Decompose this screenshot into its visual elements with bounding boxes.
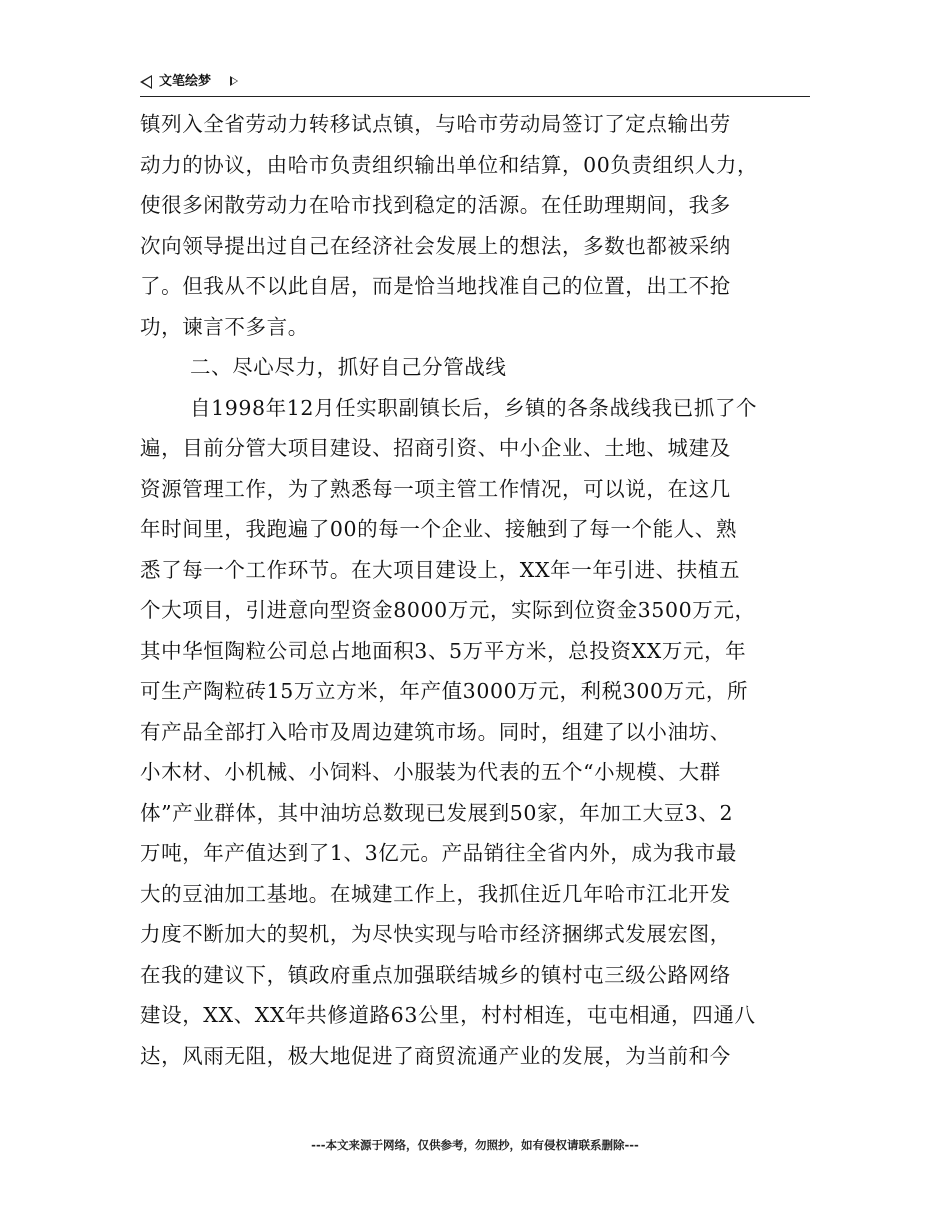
text-line: 个大项目，引进意向型资金8000万元，实际到位资金3500万元， bbox=[140, 598, 756, 622]
text-line: 悉了每一个工作环节。在大项目建设上，XX年一年引进、扶植五 bbox=[140, 557, 741, 582]
page-footer: ---本文来源于网络，仅供参考，勿照抄，如有侵权请联系删除--- bbox=[311, 1138, 639, 1152]
section-heading: 二、尽心尽力，抓好自己分管战线 bbox=[190, 355, 507, 379]
text-line: 建设，XX、XX年共修道路63公里，村村相连，屯屯相通，四通八 bbox=[140, 1003, 756, 1027]
text-line: 有产品全部打入哈市及周边建筑市场。同时，组建了以小油坊、 bbox=[140, 719, 731, 744]
text-line: 镇列入全省劳动力转移试点镇，与哈市劳动局签订了定点输出劳 bbox=[140, 112, 731, 136]
text-line: 在我的建议下，镇政府重点加强联结城乡的镇村屯三级公路网络 bbox=[140, 962, 731, 987]
text-line: 动力的协议，由哈市负责组织输出单位和结算，00负责组织人力， bbox=[140, 152, 759, 177]
text-line: 达，风雨无阻，极大地促进了商贸流通产业的发展，为当前和今 bbox=[140, 1043, 731, 1068]
text-line: 其中华恒陶粒公司总占地面积3、5万平方米，总投资XX万元，年 bbox=[140, 638, 747, 663]
text-line: 年时间里，我跑遍了00的每一个企业、接触到了每一个能人、熟 bbox=[140, 517, 737, 541]
header-title: 文笔绘梦 bbox=[159, 74, 212, 89]
right-triangle-icon bbox=[230, 76, 238, 86]
text-line: 功，谏言不多言。 bbox=[140, 314, 309, 339]
left-triangle-icon bbox=[140, 75, 152, 89]
text-line: 了。但我从不以此自居，而是恰当地找准自己的位置，出工不抢 bbox=[140, 274, 731, 298]
document-body bbox=[140, 104, 812, 1076]
text-line: 体”产业群体，其中油坊总数现已发展到50家，年加工大豆3、2 bbox=[140, 800, 734, 825]
text-line: 资源管理工作，为了熟悉每一项主管工作情况，可以说，在这几 bbox=[140, 476, 731, 501]
text-line: 大的豆油加工基地。在城建工作上，我抓住近几年哈市江北开发 bbox=[140, 881, 731, 906]
text-line: 可生产陶粒砖15万立方米，年产值3000万元，利税300万元，所 bbox=[140, 679, 749, 703]
text-line: 使很多闲散劳动力在哈市找到稳定的活源。在任助理期间，我多 bbox=[140, 193, 731, 217]
text-line: 遍，目前分管大项目建设、招商引资、中小企业、土地、城建及 bbox=[140, 436, 731, 460]
text-line: 次向领导提出过自己在经济社会发展上的想法，多数也都被采纳 bbox=[140, 233, 731, 258]
text-line: 万吨，年产值达到了1、3亿元。产品销往全省内外，成为我市最 bbox=[140, 841, 737, 865]
text-line: 小木材、小机械、小饲料、小服装为代表的五个“小规模、大群 bbox=[140, 760, 721, 784]
text-line: 力度不断加大的契机，为尽快实现与哈市经济捆绑式发展宏图， bbox=[140, 922, 731, 946]
text-line: 自1998年12月任实职副镇长后，乡镇的各条战线我已抓了个 bbox=[190, 395, 758, 420]
page-header bbox=[140, 72, 810, 97]
